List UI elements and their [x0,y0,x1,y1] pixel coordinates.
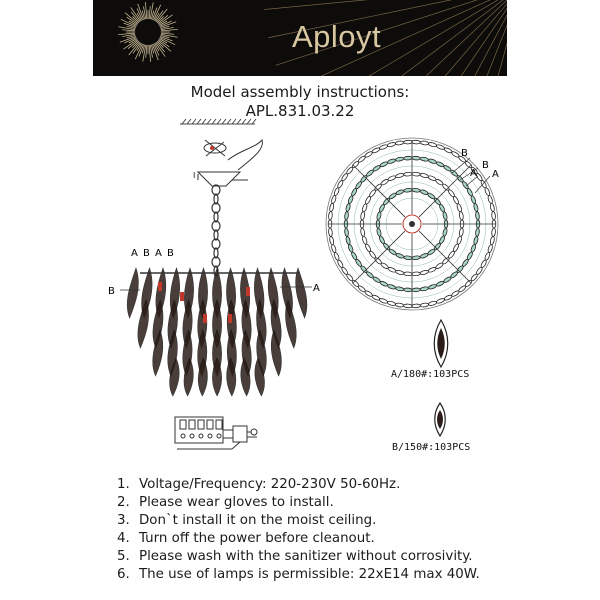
terminal-block-diagram [175,417,257,449]
brand-name: Aployt [292,19,382,54]
list-item: 6. The use of lamps is permissible: 22xE14 max 40W. [117,567,480,582]
plan-label-a2: A [492,169,499,180]
plan-label-a1: A [470,168,477,179]
chain [212,185,220,276]
instructions-title: Model assembly instructions: [190,83,410,101]
chandelier-top-view [326,138,498,310]
plan-label-b2: B [482,160,489,171]
list-item: 1. Voltage/Frequency: 220-230V 50-60Hz. [117,477,401,492]
plan-label-b1: B [461,148,468,159]
top-label-a2: A [155,248,162,259]
side-label-a: A [313,283,320,294]
part-a-count: A/180#:103PCS [391,369,470,380]
canopy [193,171,248,186]
svg-text:I: I [193,171,196,180]
side-label-b: B [108,286,115,297]
list-item: 3. Don`t install it on the moist ceiling. [117,513,377,528]
list-item: 2. Please wear gloves to install. [117,495,334,510]
list-item: 5. Please wash with the sanitizer without corrosivity. [117,549,473,564]
top-label-b2: B [167,248,174,259]
top-label-b1: B [143,248,150,259]
top-label-a1: A [131,248,138,259]
crystal-a-icon [434,320,448,367]
part-b-count: B/150#:103PCS [392,442,471,453]
instructions-list [117,476,480,584]
list-item: 4. Turn off the power before cleanout. [117,531,375,546]
ceiling-hatch [180,119,256,124]
mount-screws [204,140,262,170]
crystal-b-icon [435,403,446,436]
model-code: APL.831.03.22 [245,102,355,120]
chandelier-side-view [127,268,307,396]
